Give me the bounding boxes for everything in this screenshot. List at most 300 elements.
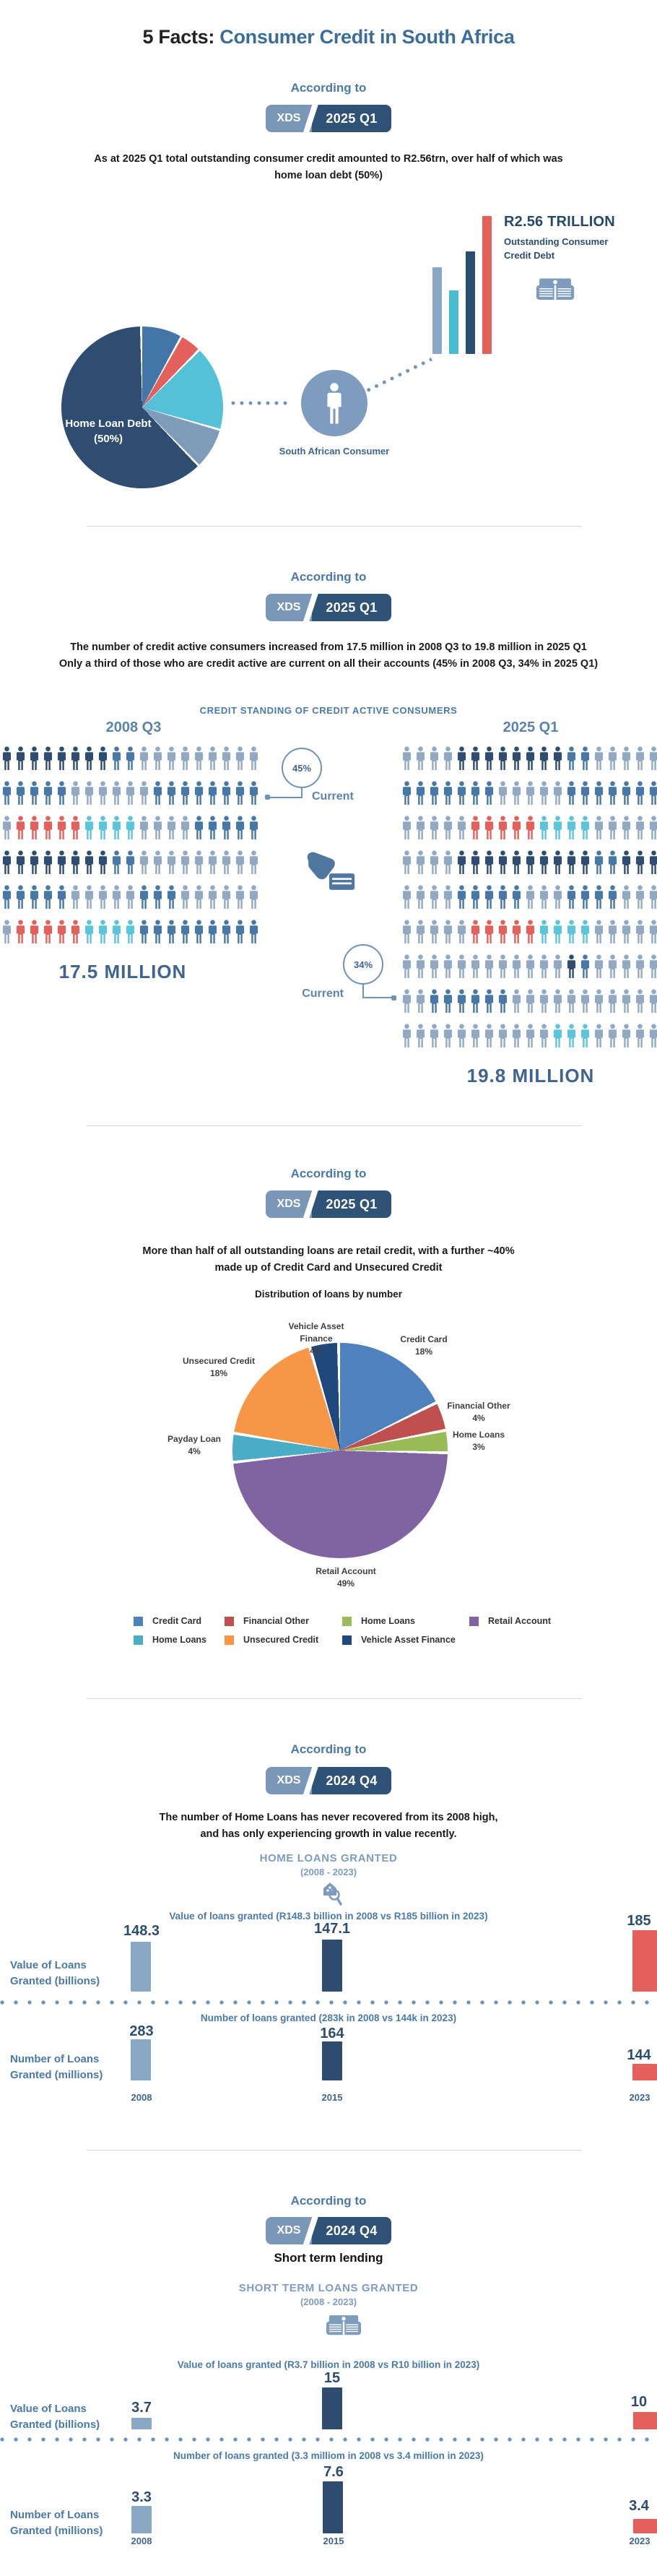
person-icon: [29, 847, 40, 878]
home-loans-granted-heading: HOME LOANS GRANTED: [259, 1852, 398, 1864]
legend-label: Vehicle Asset Finance: [361, 1635, 456, 1645]
person-icon: [415, 847, 426, 878]
person-icon: [648, 812, 657, 843]
person-icon: [566, 916, 577, 947]
axis-line2: Granted (billions): [10, 2419, 100, 2431]
person-icon: [70, 743, 81, 774]
person-icon: [152, 812, 163, 843]
person-icon: [539, 1020, 549, 1051]
person-icon: [470, 916, 481, 947]
person-icon: [415, 916, 426, 947]
source-badge-4: [266, 1767, 391, 1794]
person-icon: [111, 812, 122, 843]
person-icon: [415, 951, 426, 982]
legend-financial-other: [225, 1616, 309, 1626]
callout-label: Unsecured Credit: [182, 1356, 256, 1366]
person-icon: [401, 743, 412, 774]
person-icon: [484, 916, 495, 947]
stl-year-2023: 2023: [629, 2536, 651, 2546]
person-icon: [635, 985, 645, 1016]
person-icon: [443, 812, 453, 843]
total-debt-headline: R2.56 TRILLION: [504, 214, 615, 230]
person-icon: [97, 743, 108, 774]
dotted-connector-right: [366, 357, 433, 392]
person-icon: [566, 777, 577, 808]
according-to-label-3: According to: [290, 1167, 367, 1180]
person-icon: [1, 743, 12, 774]
person-icon: [125, 777, 136, 808]
person-icon: [566, 985, 577, 1016]
section-divider-1: [87, 526, 582, 527]
source-badge-2: [266, 594, 391, 621]
person-icon: [97, 881, 108, 912]
person-icon: [511, 743, 522, 774]
page-title-prefix: 5 Facts:: [142, 26, 215, 48]
mini-bar-3: [466, 251, 475, 354]
person-icon: [235, 812, 245, 843]
person-icon: [401, 847, 412, 878]
person-icon: [29, 916, 40, 947]
person-icon: [56, 777, 67, 808]
person-icon: [43, 881, 53, 912]
person-icon: [193, 847, 204, 878]
person-icon: [648, 743, 657, 774]
person-icon: [152, 847, 163, 878]
person-icon: [580, 1020, 591, 1051]
person-icon: [84, 847, 95, 878]
person-icon: [497, 812, 508, 843]
legend-label: Home Loans: [152, 1635, 207, 1645]
section-divider-4: [87, 2150, 582, 2151]
value-2015: 147.1: [313, 1921, 351, 1937]
person-icon: [470, 985, 481, 1016]
person-icon: [70, 881, 81, 912]
person-icon: [511, 951, 522, 982]
person-icon: [221, 812, 232, 843]
person-icon: [125, 812, 136, 843]
person-icon: [180, 916, 191, 947]
person-icon: [593, 847, 604, 878]
stl-value-2015: 15: [323, 2370, 341, 2386]
period-label: 2024 Q4: [312, 1767, 391, 1794]
person-icon: [1, 777, 12, 808]
person-icon: [443, 777, 453, 808]
home-loans-granted-period: (2008 - 2023): [300, 1867, 357, 1877]
person-icon: [580, 777, 591, 808]
section-divider-2: [87, 1125, 582, 1126]
value-caption: Value of loans granted (R148.3 billion in 2008 vs R185 billion in 2023): [169, 1911, 488, 1922]
callout-credit-card: [380, 1334, 467, 1358]
pictogram-row: [1, 743, 260, 774]
person-icon: [429, 812, 440, 843]
person-icon: [180, 743, 191, 774]
stl-number-bar-2015: [323, 2481, 343, 2533]
person-icon: [511, 812, 522, 843]
person-icon: [15, 777, 26, 808]
person-icon: [484, 881, 495, 912]
money-stack-icon: [326, 2313, 362, 2335]
total-2025-label: 19.8 MILLION: [466, 1065, 595, 1086]
person-icon: [443, 743, 453, 774]
person-icon: [125, 847, 136, 878]
person-icon: [56, 916, 67, 947]
person-icon: [401, 1020, 412, 1051]
person-icon: [607, 881, 618, 912]
person-icon: [429, 743, 440, 774]
person-icon: [607, 743, 618, 774]
person-icon: [552, 777, 563, 808]
pictogram-chart-title: CREDIT STANDING OF CREDIT ACTIVE CONSUMERS: [199, 705, 458, 716]
person-icon: [111, 847, 122, 878]
person-icon: [621, 743, 632, 774]
axis-line1: Value of Loans: [10, 1959, 87, 1971]
source-badge-1: [266, 105, 391, 132]
axis-label-value: [10, 1958, 140, 1989]
person-icon: [152, 916, 163, 947]
money-stack-icon: [536, 276, 575, 301]
callout-label: Retail Account: [316, 1566, 376, 1576]
person-icon: [1, 812, 12, 843]
person-icon: [484, 777, 495, 808]
year-2023: 2023: [629, 2092, 651, 2103]
person-icon: [593, 812, 604, 843]
person-icon: [97, 812, 108, 843]
person-icon: [43, 812, 53, 843]
person-icon: [207, 916, 218, 947]
current-pct-2008: 45%: [282, 748, 322, 788]
person-icon: [621, 847, 632, 878]
person-icon: [525, 847, 536, 878]
pictogram-row: [401, 812, 657, 843]
person-icon: [497, 777, 508, 808]
person-icon: [552, 847, 563, 878]
page-title-rest: Consumer Credit in South Africa: [214, 26, 515, 48]
callout-pct: 3%: [472, 1442, 485, 1452]
pictogram-group-2008: [1, 743, 260, 951]
stl-axis-label-number: [10, 2507, 140, 2539]
stl-number-bar-2023: [633, 2519, 657, 2533]
person-icon: [635, 847, 645, 878]
person-icon: [470, 951, 481, 982]
person-icon: [401, 985, 412, 1016]
person-icon: [525, 916, 536, 947]
loans-by-number-pie: [232, 1343, 448, 1558]
person-icon: [497, 847, 508, 878]
person-icon: [648, 916, 657, 947]
person-icon: [139, 881, 149, 912]
person-icon: [125, 916, 136, 947]
person-icon: [15, 812, 26, 843]
consumer-icon: [301, 370, 367, 436]
person-icon: [248, 916, 259, 947]
person-icon: [456, 847, 467, 878]
value-bar-2015: [322, 1940, 342, 1992]
person-icon: [180, 777, 191, 808]
callout-home-loans: [435, 1429, 522, 1453]
dotted-separator-2: [0, 2437, 657, 2442]
page-title: [0, 26, 657, 48]
legend-retail-account: [469, 1616, 551, 1626]
provider-label: XDS: [266, 594, 312, 621]
person-icon: [552, 985, 563, 1016]
person-icon: [539, 881, 549, 912]
person-icon: [593, 881, 604, 912]
person-icon: [580, 812, 591, 843]
dotted-connector-left: [231, 401, 292, 405]
group-label-2025-q1: 2025 Q1: [502, 719, 559, 735]
person-icon: [43, 916, 53, 947]
person-icon: [139, 812, 149, 843]
person-icon: [125, 743, 136, 774]
person-icon: [180, 812, 191, 843]
person-icon: [525, 743, 536, 774]
fact3-text-line2: made up of Credit Card and Unsecured Credit: [214, 1262, 443, 1274]
person-icon: [621, 951, 632, 982]
person-icon: [456, 916, 467, 947]
legend-swatch: [469, 1617, 479, 1626]
short-term-lending-heading: Short term lending: [274, 2251, 383, 2265]
period-label: 2025 Q1: [312, 594, 391, 621]
person-icon: [497, 881, 508, 912]
person-icon: [470, 777, 481, 808]
person-icon: [29, 743, 40, 774]
legend-label: Home Loans: [361, 1616, 416, 1626]
person-icon: [525, 812, 536, 843]
person-icon: [552, 916, 563, 947]
current-label-left: Current: [312, 790, 354, 803]
person-icon: [97, 777, 108, 808]
person-icon: [621, 985, 632, 1016]
legend-unsecured-credit: [225, 1635, 318, 1645]
connector-45-dot: [265, 795, 270, 800]
person-icon: [166, 916, 177, 947]
group-label-2008-q3: 2008 Q3: [105, 719, 162, 735]
person-icon: [511, 847, 522, 878]
number-bar-2023: [632, 2064, 657, 2080]
house-search-icon: [322, 1881, 342, 1906]
person-icon: [193, 777, 204, 808]
pictogram-row: [1, 777, 260, 808]
callout-pct: 18%: [209, 1368, 228, 1378]
person-icon: [552, 812, 563, 843]
person-icon: [111, 916, 122, 947]
legend-label: Financial Other: [243, 1616, 309, 1626]
pictogram-row: [401, 1020, 657, 1051]
person-icon: [70, 812, 81, 843]
person-icon: [443, 881, 453, 912]
person-icon: [497, 985, 508, 1016]
person-icon: [111, 777, 122, 808]
person-icon: [456, 985, 467, 1016]
value-2023: 185: [627, 1913, 651, 1929]
connector-34-dot: [391, 995, 396, 1000]
person-icon: [511, 881, 522, 912]
callout-pct: 18%: [414, 1347, 433, 1357]
person-icon: [401, 777, 412, 808]
pictogram-row: [1, 847, 260, 878]
person-icon: [443, 847, 453, 878]
section-divider-3: [87, 1698, 582, 1699]
person-icon: [70, 777, 81, 808]
person-icon: [607, 847, 618, 878]
stl-value-bar-2015: [322, 2387, 342, 2429]
person-icon: [580, 847, 591, 878]
person-icon: [166, 881, 177, 912]
person-icon: [580, 743, 591, 774]
person-icon: [235, 777, 245, 808]
person-icon: [193, 743, 204, 774]
person-icon: [443, 985, 453, 1016]
outstanding-debt-pie: [61, 327, 223, 488]
number-2023: 144: [627, 2047, 651, 2063]
person-icon: [152, 777, 163, 808]
person-icon: [84, 812, 95, 843]
person-icon: [566, 1020, 577, 1051]
legend-label: Credit Card: [152, 1616, 202, 1626]
person-icon: [456, 743, 467, 774]
person-icon: [1, 881, 12, 912]
pictogram-row: [1, 916, 260, 947]
person-icon: [539, 777, 549, 808]
person-icon: [248, 881, 259, 912]
callout-label: Vehicle Asset Finance: [288, 1321, 344, 1344]
person-icon: [111, 881, 122, 912]
person-icon: [470, 743, 481, 774]
person-icon: [84, 881, 95, 912]
person-icon: [84, 777, 95, 808]
person-icon: [552, 743, 563, 774]
person-icon: [470, 812, 481, 843]
person-icon: [511, 985, 522, 1016]
person-icon: [97, 847, 108, 878]
person-icon: [443, 1020, 453, 1051]
person-icon: [1, 847, 12, 878]
person-icon: [166, 812, 177, 843]
total-2008-label: 17.5 MILLION: [58, 961, 187, 982]
person-icon: [456, 812, 467, 843]
person-icon: [539, 985, 549, 1016]
person-icon: [193, 916, 204, 947]
person-icon: [248, 847, 259, 878]
person-icon: [511, 916, 522, 947]
legend-home-loans-cyan: [134, 1635, 206, 1645]
pie1-slice-label: [64, 416, 153, 446]
person-icon: [415, 1020, 426, 1051]
provider-label: XDS: [266, 1190, 312, 1218]
person-icon: [235, 881, 245, 912]
axis-line2: Granted (billions): [10, 1975, 100, 1987]
consumer-label: South African Consumer: [279, 446, 390, 457]
person-icon: [497, 1020, 508, 1051]
person-icon: [43, 847, 53, 878]
person-icon: [484, 951, 495, 982]
person-icon: [325, 381, 344, 425]
person-icon: [566, 881, 577, 912]
pictogram-row: [401, 916, 657, 947]
stl-axis-label-value: [10, 2401, 140, 2433]
period-label: 2025 Q1: [312, 105, 391, 132]
connector-34: [362, 983, 364, 998]
person-icon: [593, 916, 604, 947]
person-icon: [207, 881, 218, 912]
according-to-label-2: According to: [290, 570, 367, 584]
callout-label: Financial Other: [447, 1401, 510, 1411]
year-2008: 2008: [131, 2092, 152, 2103]
stl-number-caption: Number of loans granted (3.3 milliom in 2008 vs 3.4 million in 2023): [173, 2450, 484, 2461]
person-icon: [139, 916, 149, 947]
year-2015: 2015: [321, 2092, 343, 2103]
person-icon: [29, 881, 40, 912]
legend-credit-card: [134, 1616, 201, 1626]
person-icon: [593, 951, 604, 982]
person-icon: [152, 881, 163, 912]
period-label: 2025 Q1: [312, 1190, 391, 1218]
according-to-label-1: According to: [290, 81, 367, 95]
legend-swatch: [134, 1635, 143, 1645]
person-icon: [593, 777, 604, 808]
person-icon: [525, 881, 536, 912]
person-icon: [635, 812, 645, 843]
person-icon: [56, 847, 67, 878]
person-icon: [607, 985, 618, 1016]
callout-unsecured-credit: [175, 1355, 262, 1380]
person-icon: [29, 777, 40, 808]
pictogram-row: [401, 951, 657, 982]
person-icon: [429, 777, 440, 808]
person-icon: [248, 812, 259, 843]
person-icon: [84, 916, 95, 947]
person-icon: [429, 951, 440, 982]
number-2015: 164: [320, 2026, 344, 2041]
person-icon: [248, 777, 259, 808]
person-icon: [456, 777, 467, 808]
person-icon: [429, 916, 440, 947]
person-icon: [456, 951, 467, 982]
person-icon: [166, 743, 177, 774]
person-icon: [539, 812, 549, 843]
person-icon: [221, 847, 232, 878]
person-icon: [415, 812, 426, 843]
person-icon: [621, 777, 632, 808]
person-icon: [484, 1020, 495, 1051]
person-icon: [497, 916, 508, 947]
callout-pct: 4%: [310, 1346, 323, 1356]
legend-swatch: [342, 1635, 352, 1645]
person-icon: [415, 881, 426, 912]
axis-label-number: [10, 2052, 140, 2083]
person-icon: [648, 777, 657, 808]
person-icon: [470, 881, 481, 912]
total-debt-sub1: Outstanding Consumer: [504, 236, 609, 247]
person-icon: [139, 847, 149, 878]
stl-number-2015: 7.6: [323, 2464, 344, 2480]
legend-swatch: [225, 1617, 234, 1626]
person-icon: [607, 951, 618, 982]
callout-label: Home Loans: [452, 1430, 505, 1440]
person-icon: [648, 951, 657, 982]
fact3-text-line1: More than half of all outstanding loans are retail credit, with a further ~40%: [142, 1245, 515, 1257]
person-icon: [56, 812, 67, 843]
current-label-right: Current: [302, 987, 344, 1000]
person-icon: [56, 743, 67, 774]
provider-label: XDS: [266, 2217, 312, 2244]
stl-number-2008: 3.3: [131, 2489, 152, 2505]
person-icon: [484, 812, 495, 843]
loans-pie-title: Distribution of loans by number: [254, 1289, 402, 1300]
person-icon: [235, 916, 245, 947]
provider-label: XDS: [266, 1767, 312, 1794]
person-icon: [180, 847, 191, 878]
